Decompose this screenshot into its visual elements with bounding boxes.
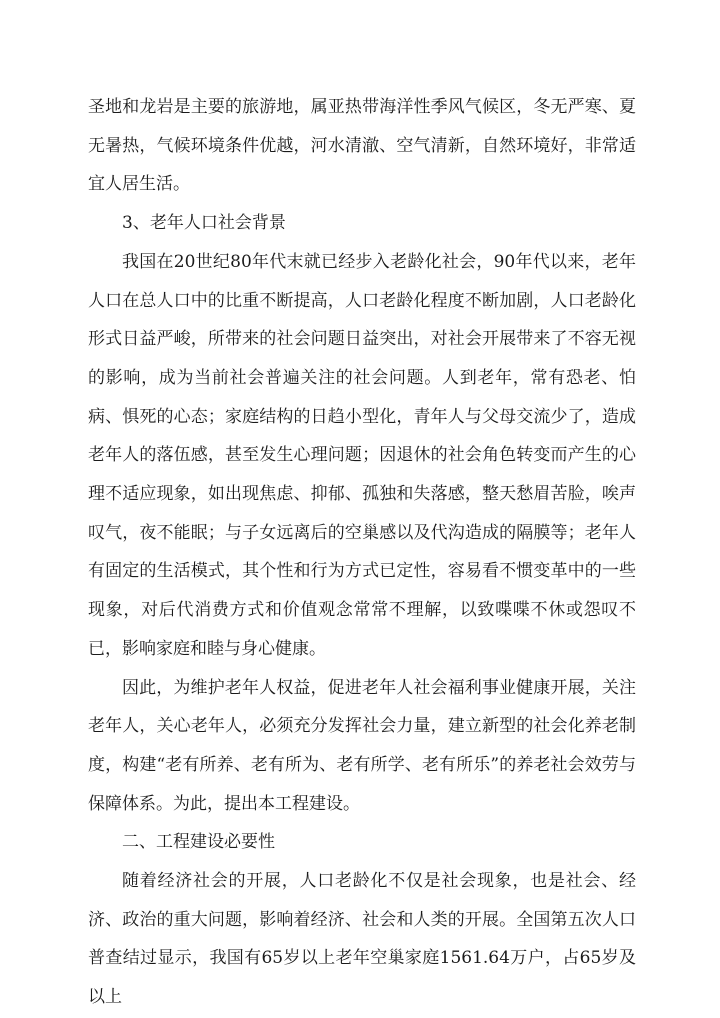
document-body — [88, 88, 636, 1017]
section-heading-necessity: 二、工程建设必要性 — [122, 832, 275, 853]
paragraph-aging-society: 我国在20世纪80年代末就已经步入老龄化社会，90年代以来，老年人口在总人口中的比重不断提高，人口老龄化程度不断加剧，人口老龄化形式日益严峻，所带来的社会问题日益突出，对社会开展带来了不容无视的影响，成为当前社会普遍关注的社会问题。人到老年，常有恐老、怕病、惧死的心态；家庭结构的日趋小型化，青年人与父母交流少了，造成老年人的落伍感，甚至发生心理问题；因退休的社会角色转变而产生的心理不适应现象，如出现焦虑、抑郁、孤独和失落感，整天愁眉苦脸，唉声叹气，夜不能眠；与子女远离后的空巢感以及代沟造成的隔膜等；老年人有固定的生活模式，其个性和行为方式已定性，容易看不惯变革中的一些现象，对后代消费方式和价值观念常常不理解，以致喋喋不休或怨叹不已，影响家庭和睦与身心健康。 — [88, 251, 636, 659]
paragraph-census: 随着经济社会的开展，人口老龄化不仅是社会现象，也是社会、经济、政治的重大问题，影响着经济、社会和人类的开展。全国第五次人口普查结过显示，我国有65岁以上老年空巢家庭1561.64万户，占65岁及以上 — [88, 871, 636, 1008]
paragraph-therefore: 因此，为维护老年人权益，促进老年人社会福利事业健康开展，关注老年人，关心老年人，必须充分发挥社会力量，建立新型的社会化养老制度，构建“老有所养、老有所为、老有所学、老有所乐”的养老社会效劳与保障体系。为此，提出本工程建设。 — [88, 677, 636, 814]
paragraph-intro-environment: 圣地和龙岩是主要的旅游地，属亚热带海洋性季风气候区，冬无严寒、夏无暑热，气候环境条件优越，河水清澈、空气清新，自然环境好，非常适宜人居生活。 — [88, 97, 636, 195]
section-heading-elderly-background: 3、老年人口社会背景 — [122, 213, 286, 234]
